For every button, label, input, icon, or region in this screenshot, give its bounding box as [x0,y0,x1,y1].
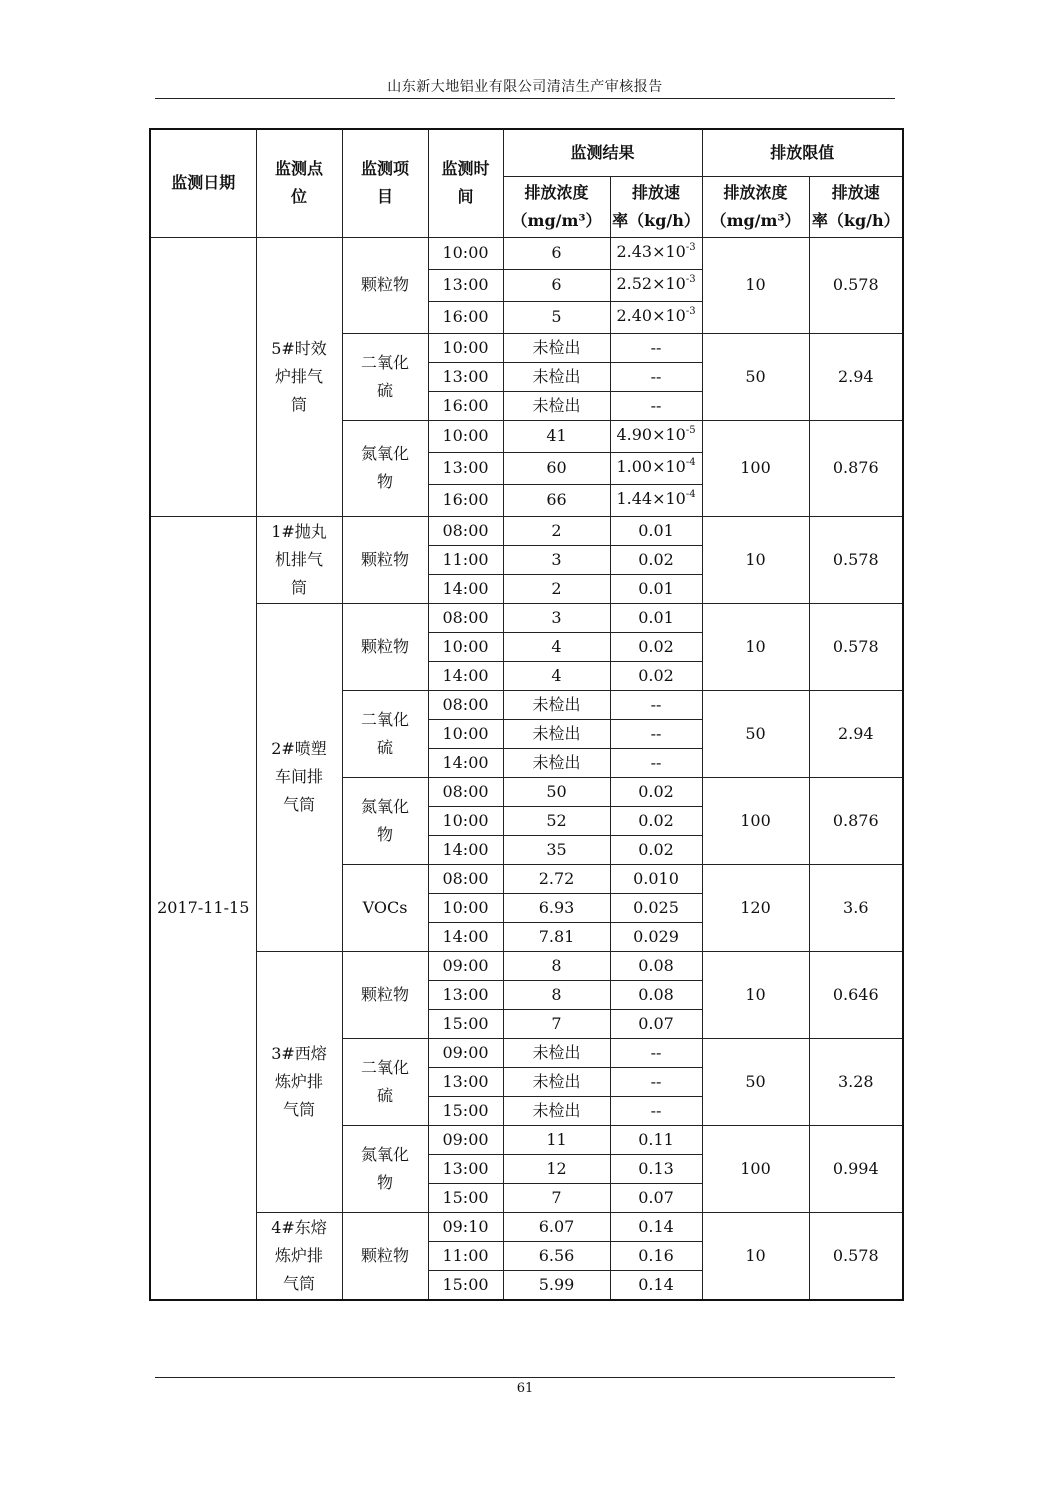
time-cell: 15:00 [428,1270,503,1300]
rate-cell: 0.02 [610,661,702,690]
table-row [150,1212,903,1241]
item-cell: 颗粒物 [342,1212,428,1300]
time-cell: 10:00 [428,719,503,748]
item-cell: 二氧化硫 [342,333,428,420]
rate-cell: -- [610,391,702,420]
rate-cell: 0.02 [610,777,702,806]
time-cell: 13:00 [428,269,503,301]
time-cell: 08:00 [428,690,503,719]
conc-cell: 6.93 [503,893,610,922]
time-cell: 08:00 [428,777,503,806]
conc-cell: 未检出 [503,333,610,362]
conc-cell: 6.07 [503,1212,610,1241]
rate-cell: 0.02 [610,545,702,574]
time-cell: 09:00 [428,1125,503,1154]
limit-rate-cell: 3.28 [809,1038,903,1125]
point-cell: 1#抛丸机排气筒 [256,516,342,603]
rate-cell: 0.16 [610,1241,702,1270]
conc-cell: 3 [503,545,610,574]
item-cell: VOCs [342,864,428,951]
date-cell-empty [150,237,256,516]
date-cell: 2017-11-15 [150,516,256,1300]
monitoring-table-wrapper [149,128,904,1301]
header-divider [155,98,895,99]
limit-conc-cell: 10 [702,603,809,690]
conc-cell: 52 [503,806,610,835]
time-cell: 10:00 [428,420,503,452]
time-cell: 16:00 [428,484,503,516]
conc-cell: 5 [503,301,610,333]
limit-conc-cell: 100 [702,1125,809,1212]
rate-cell: 0.029 [610,922,702,951]
rate-cell: $2.40\times 10^{-3}$ [610,301,702,333]
limit-rate-cell: 2.94 [809,333,903,420]
col-header-limit: 排放限值 [702,129,903,176]
rate-cell: 0.08 [610,951,702,980]
limit-rate-cell: 0.876 [809,420,903,516]
limit-rate-cell: 0.994 [809,1125,903,1212]
conc-cell: 41 [503,420,610,452]
time-cell: 09:00 [428,951,503,980]
col-header-limit-rate: 排放速 率（kg/h） [809,176,903,237]
time-cell: 14:00 [428,661,503,690]
limit-rate-cell: 0.578 [809,603,903,690]
time-cell: 13:00 [428,980,503,1009]
rate-cell: 0.11 [610,1125,702,1154]
item-cell: 氮氧化物 [342,420,428,516]
table-body [150,237,903,1300]
time-cell: 10:00 [428,632,503,661]
conc-cell: 未检出 [503,748,610,777]
item-cell: 颗粒物 [342,603,428,690]
conc-cell: 未检出 [503,719,610,748]
time-cell: 13:00 [428,452,503,484]
conc-cell: 66 [503,484,610,516]
time-cell: 15:00 [428,1009,503,1038]
page-header-title: 山东新大地铝业有限公司清洁生产审核报告 [387,79,663,95]
col-header-result-rate: 排放速 率（kg/h） [610,176,702,237]
time-cell: 11:00 [428,1241,503,1270]
rate-cell: 0.01 [610,516,702,545]
conc-cell: 未检出 [503,362,610,391]
time-cell: 10:00 [428,806,503,835]
item-cell: 二氧化硫 [342,1038,428,1125]
conc-cell: 2 [503,516,610,545]
point-cell: 2#喷塑车间排气筒 [256,603,342,951]
limit-conc-cell: 10 [702,516,809,603]
col-header-point: 监测点位 [256,129,342,237]
item-cell: 颗粒物 [342,951,428,1038]
conc-cell: 7 [503,1009,610,1038]
time-cell: 13:00 [428,1154,503,1183]
conc-cell: 2.72 [503,864,610,893]
conc-cell: 12 [503,1154,610,1183]
conc-cell: 5.99 [503,1270,610,1300]
conc-cell: 50 [503,777,610,806]
rate-cell: -- [610,362,702,391]
conc-cell: 未检出 [503,690,610,719]
conc-cell: 2 [503,574,610,603]
time-cell: 15:00 [428,1183,503,1212]
time-cell: 14:00 [428,574,503,603]
table-row [150,951,903,980]
col-header-result: 监测结果 [503,129,702,176]
rate-cell: -- [610,690,702,719]
col-header-limit-conc: 排放浓度 （mg/m³） [702,176,809,237]
limit-rate-cell: 3.6 [809,864,903,951]
rate-cell: 0.02 [610,806,702,835]
limit-rate-cell: 2.94 [809,690,903,777]
time-cell: 16:00 [428,391,503,420]
rate-cell: 0.01 [610,574,702,603]
rate-cell: 0.07 [610,1009,702,1038]
item-cell: 颗粒物 [342,237,428,333]
item-cell: 颗粒物 [342,516,428,603]
monitoring-table [149,128,904,1301]
rate-cell: 0.13 [610,1154,702,1183]
limit-rate-cell: 0.578 [809,516,903,603]
table-header [150,129,903,237]
time-cell: 10:00 [428,893,503,922]
limit-conc-cell: 50 [702,1038,809,1125]
conc-cell: 11 [503,1125,610,1154]
conc-cell: 8 [503,951,610,980]
time-cell: 10:00 [428,333,503,362]
rate-cell: $2.43\times 10^{-3}$ [610,237,702,269]
rate-cell: $4.90\times 10^{-5}$ [610,420,702,452]
rate-cell: $1.00\times 10^{-4}$ [610,452,702,484]
time-cell: 10:00 [428,237,503,269]
conc-cell: 未检出 [503,1096,610,1125]
conc-cell: 未检出 [503,1038,610,1067]
conc-cell: 4 [503,661,610,690]
limit-conc-cell: 10 [702,1212,809,1300]
conc-cell: 未检出 [503,391,610,420]
limit-conc-cell: 10 [702,951,809,1038]
item-cell: 氮氧化物 [342,777,428,864]
conc-cell: 8 [503,980,610,1009]
rate-cell: $1.44\times 10^{-4}$ [610,484,702,516]
limit-conc-cell: 100 [702,420,809,516]
conc-cell: 未检出 [503,1067,610,1096]
conc-cell: 7.81 [503,922,610,951]
limit-conc-cell: 10 [702,237,809,333]
limit-rate-cell: 0.876 [809,777,903,864]
conc-cell: 60 [503,452,610,484]
conc-cell: 35 [503,835,610,864]
limit-rate-cell: 0.578 [809,1212,903,1300]
conc-cell: 6 [503,237,610,269]
point-cell: 5#时效炉排气筒 [256,237,342,516]
rate-cell: 0.07 [610,1183,702,1212]
time-cell: 14:00 [428,922,503,951]
rate-cell: 0.02 [610,632,702,661]
rate-cell: 0.14 [610,1212,702,1241]
rate-cell: 0.08 [610,980,702,1009]
rate-cell: -- [610,1038,702,1067]
limit-conc-cell: 50 [702,333,809,420]
col-header-time: 监测时间 [428,129,503,237]
conc-cell: 6.56 [503,1241,610,1270]
limit-rate-cell: 0.646 [809,951,903,1038]
table-row [150,237,903,269]
time-cell: 11:00 [428,545,503,574]
limit-conc-cell: 120 [702,864,809,951]
col-header-date: 监测日期 [150,129,256,237]
col-header-item: 监测项目 [342,129,428,237]
col-header-result-conc: 排放浓度 （mg/m³） [503,176,610,237]
conc-cell: 6 [503,269,610,301]
time-cell: 09:00 [428,1038,503,1067]
time-cell: 14:00 [428,835,503,864]
time-cell: 08:00 [428,603,503,632]
time-cell: 08:00 [428,864,503,893]
rate-cell: -- [610,333,702,362]
rate-cell: 0.02 [610,835,702,864]
rate-cell: -- [610,1067,702,1096]
rate-cell: 0.010 [610,864,702,893]
time-cell: 15:00 [428,1096,503,1125]
limit-conc-cell: 100 [702,777,809,864]
rate-cell: -- [610,748,702,777]
time-cell: 13:00 [428,1067,503,1096]
rate-cell: -- [610,719,702,748]
page-number: 61 [516,1381,534,1396]
limit-rate-cell: 0.578 [809,237,903,333]
rate-cell: $2.52\times 10^{-3}$ [610,269,702,301]
item-cell: 氮氧化物 [342,1125,428,1212]
conc-cell: 4 [503,632,610,661]
rate-cell: -- [610,1096,702,1125]
conc-cell: 3 [503,603,610,632]
time-cell: 09:10 [428,1212,503,1241]
point-cell: 3#西熔炼炉排气筒 [256,951,342,1212]
footer-divider [155,1377,895,1378]
time-cell: 08:00 [428,516,503,545]
time-cell: 16:00 [428,301,503,333]
table-row [150,603,903,632]
table-row [150,516,903,545]
rate-cell: 0.14 [610,1270,702,1300]
time-cell: 13:00 [428,362,503,391]
rate-cell: 0.01 [610,603,702,632]
conc-cell: 7 [503,1183,610,1212]
item-cell: 二氧化硫 [342,690,428,777]
time-cell: 14:00 [428,748,503,777]
limit-conc-cell: 50 [702,690,809,777]
point-cell: 4#东熔炼炉排气筒 [256,1212,342,1300]
rate-cell: 0.025 [610,893,702,922]
